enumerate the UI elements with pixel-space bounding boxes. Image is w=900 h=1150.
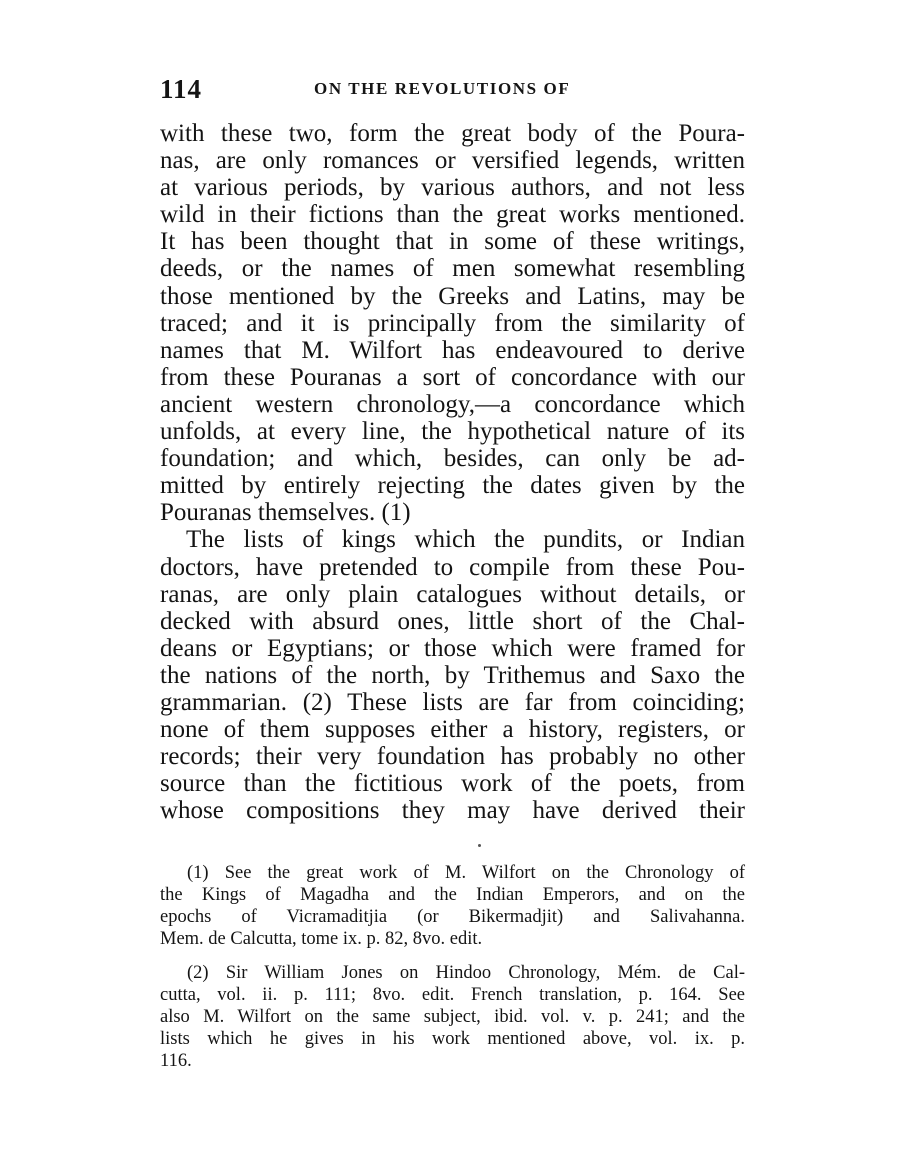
text-line: doctors, have pretended to compile from these Pou- xyxy=(160,553,745,581)
footnote-line: 116. xyxy=(160,1051,192,1071)
text-line: with these two, form the great body of the Poura- xyxy=(160,120,745,147)
footnote-line: (2) Sir William Jones on Hindoo Chronology, Mém. de Cal- xyxy=(187,963,745,983)
text-line: unfolds, at every line, the hypothetical nature of its xyxy=(160,418,745,446)
text-line: deeds, or the names of men somewhat resembling xyxy=(160,255,745,283)
footnote-line: cutta, vol. ii. p. 111; 8vo. edit. French translation, p. 164. See xyxy=(160,985,745,1005)
text-line: traced; and it is principally from the similarity of xyxy=(160,309,745,337)
footnote-line: Mem. de Calcutta, tome ix. p. 82, 8vo. edit. xyxy=(160,929,483,949)
text-line: foundation; and which, besides, can only be ad- xyxy=(160,445,745,473)
footnote-line: also M. Wilfort on the same subject, ibid. vol. v. p. 241; and the xyxy=(160,1007,745,1027)
paragraph-first-line: The lists of kings which the pundits, or Indian xyxy=(186,526,745,554)
footnote-1 xyxy=(160,862,745,950)
text-line: those mentioned by the Greeks and Latins, may be xyxy=(160,282,745,310)
text-line: decked with absurd ones, little short of the Chal- xyxy=(160,607,745,635)
text-line: ranas, are only plain catalogues without details, or xyxy=(160,580,745,608)
text-line: none of them supposes either a history, registers, or xyxy=(160,716,745,744)
text-line: from these Pouranas a sort of concordance with our xyxy=(160,363,745,391)
text-line: names that M. Wilfort has endeavoured to derive xyxy=(160,336,745,364)
text-line: the nations of the north, by Trithemus and Saxo the xyxy=(160,661,745,689)
paragraph-end-line: Pouranas themselves. (1) xyxy=(160,499,411,527)
footnote-2 xyxy=(160,962,745,1072)
page-number: 114 xyxy=(160,74,203,104)
text-line: mitted by entirely rejecting the dates given by the xyxy=(160,472,745,500)
text-line: records; their very foundation has probably no other xyxy=(160,743,745,771)
text-line: wild in their fictions than the great works mentioned. xyxy=(160,201,745,229)
running-header xyxy=(160,74,745,108)
footnote-line: epochs of Vicramaditjia (or Bikermadjit) and Salivahanna. xyxy=(160,907,745,927)
text-line: ancient western chronology,—a concordance which xyxy=(160,390,745,418)
text-line: grammarian. (2) These lists are far from coinciding; xyxy=(160,688,745,716)
text-line: at various periods, by various authors, and not less xyxy=(160,174,745,202)
text-line: It has been thought that in some of these writings, xyxy=(160,228,745,256)
text-line: whose compositions they may have derived their xyxy=(160,797,745,825)
text-line: nas, are only romances or versified legends, written xyxy=(160,147,745,175)
text-line: deans or Egyptians; or those which were framed for xyxy=(160,634,745,662)
footnote-line: lists which he gives in his work mentioned above, vol. ix. p. xyxy=(160,1029,745,1049)
running-title: ON THE REVOLUTIONS OF xyxy=(314,79,571,98)
footnotes xyxy=(160,862,745,1084)
footnote-line: (1) See the great work of M. Wilfort on the Chronology of xyxy=(187,863,745,883)
footnote-line: the Kings of Magadha and the Indian Emperors, and on the xyxy=(160,885,745,905)
text-line: source than the fictitious work of the poets, from xyxy=(160,770,745,798)
body-text xyxy=(160,120,745,824)
print-speck xyxy=(478,844,481,847)
